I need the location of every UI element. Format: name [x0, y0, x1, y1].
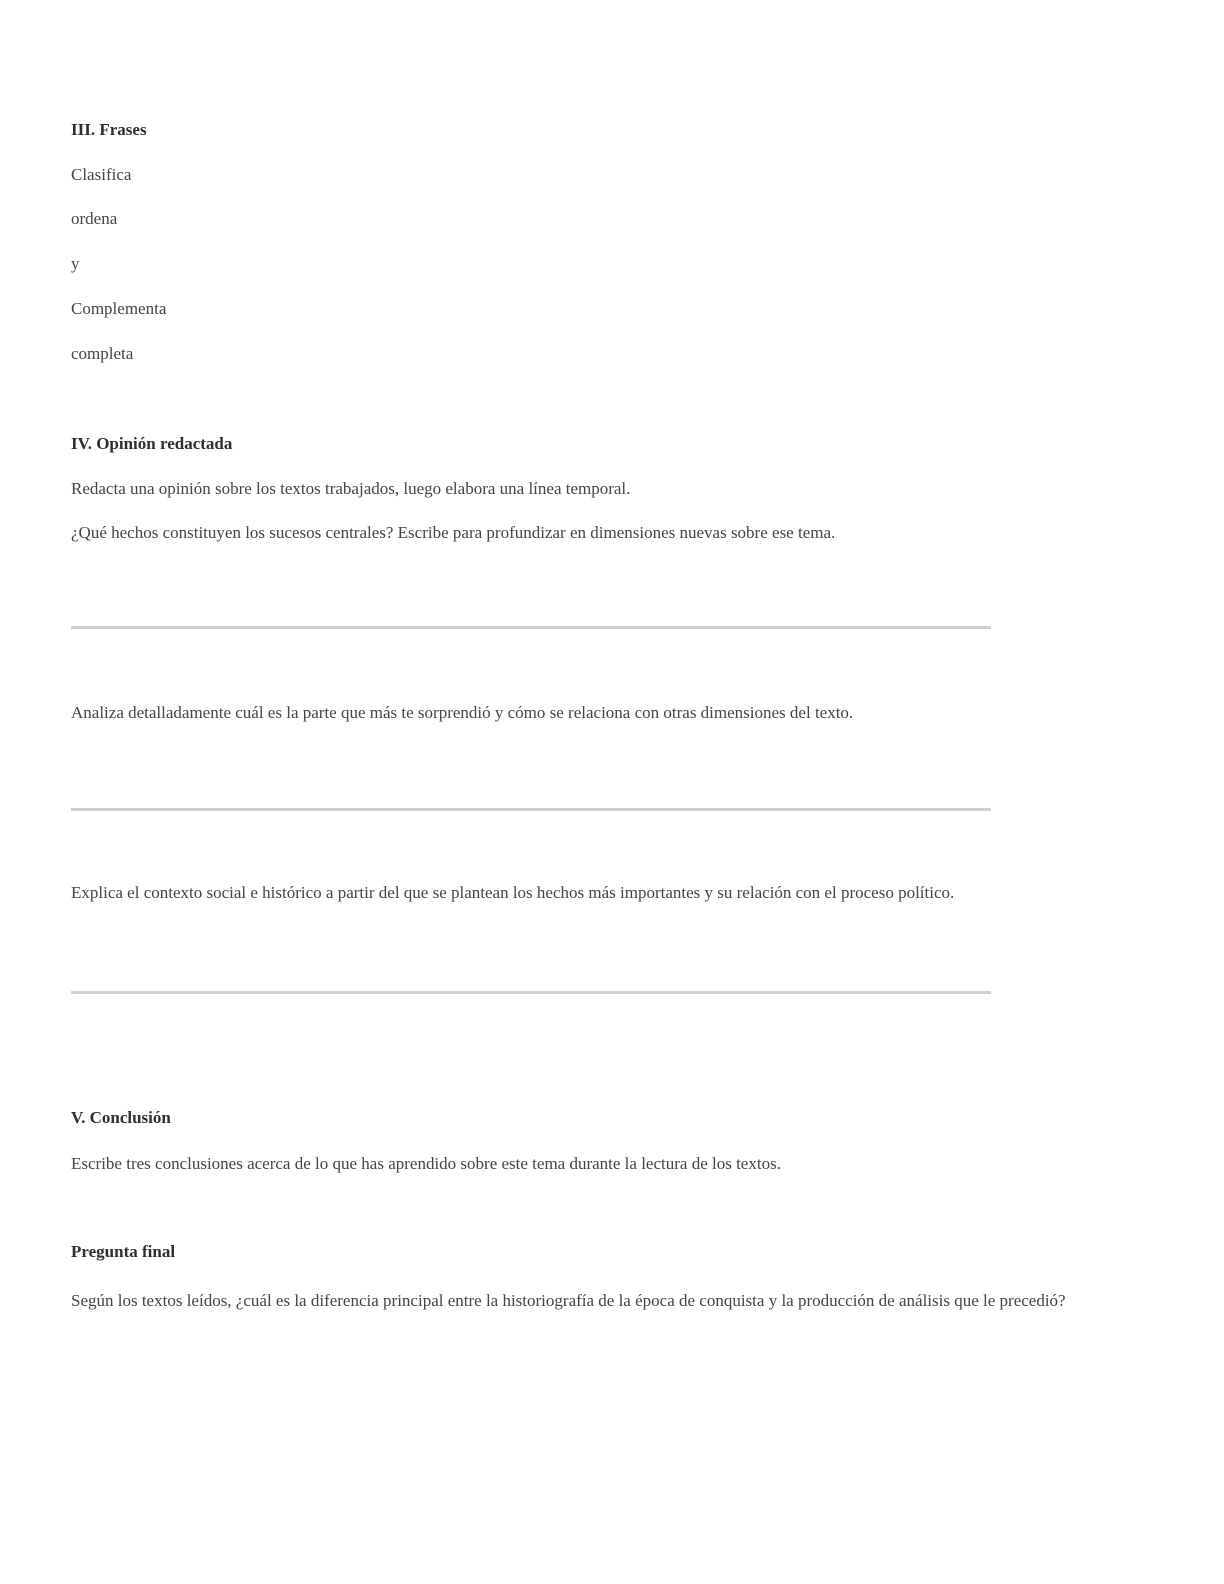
- section-iii-heading: III. Frases: [71, 120, 147, 139]
- section-iv-intro: Redacta una opinión sobre los textos trabajados, luego elabora una línea temporal.: [71, 479, 631, 498]
- answer-line-3[interactable]: [71, 991, 991, 994]
- question-1: ¿Qué hechos constituyen los sucesos centrales? Escribe para profundizar en dimensiones nuevas sobre ese tema.: [71, 523, 836, 542]
- section-iii-item: ordena: [71, 209, 118, 228]
- question-3: Explica el contexto social e histórico a partir del que se plantean los hechos más importantes y su relación con el proceso político.: [71, 883, 955, 902]
- section-v-heading: V. Conclusión: [71, 1108, 171, 1127]
- question-2: Analiza detalladamente cuál es la parte que más te sorprendió y cómo se relaciona con otras dimensiones del texto.: [71, 703, 854, 722]
- section-iii-item: completa: [71, 344, 134, 363]
- answer-line-2[interactable]: [71, 808, 991, 811]
- section-iii-item: y: [71, 254, 80, 273]
- section-v-text: Escribe tres conclusiones acerca de lo que has aprendido sobre este tema durante la lectura de los textos.: [71, 1154, 781, 1173]
- final-question-heading: Pregunta final: [71, 1242, 176, 1261]
- final-question-text: Según los textos leídos, ¿cuál es la diferencia principal entre la historiografía de la época de conquista y la producción de análisis que le precedió?: [71, 1291, 1066, 1310]
- section-iii-item: Clasifica: [71, 165, 132, 184]
- document-page: [71, 0, 1161, 1584]
- section-iii-item: Complementa: [71, 299, 167, 318]
- answer-line-1[interactable]: [71, 626, 991, 629]
- section-iv-heading: IV. Opinión redactada: [71, 434, 233, 453]
